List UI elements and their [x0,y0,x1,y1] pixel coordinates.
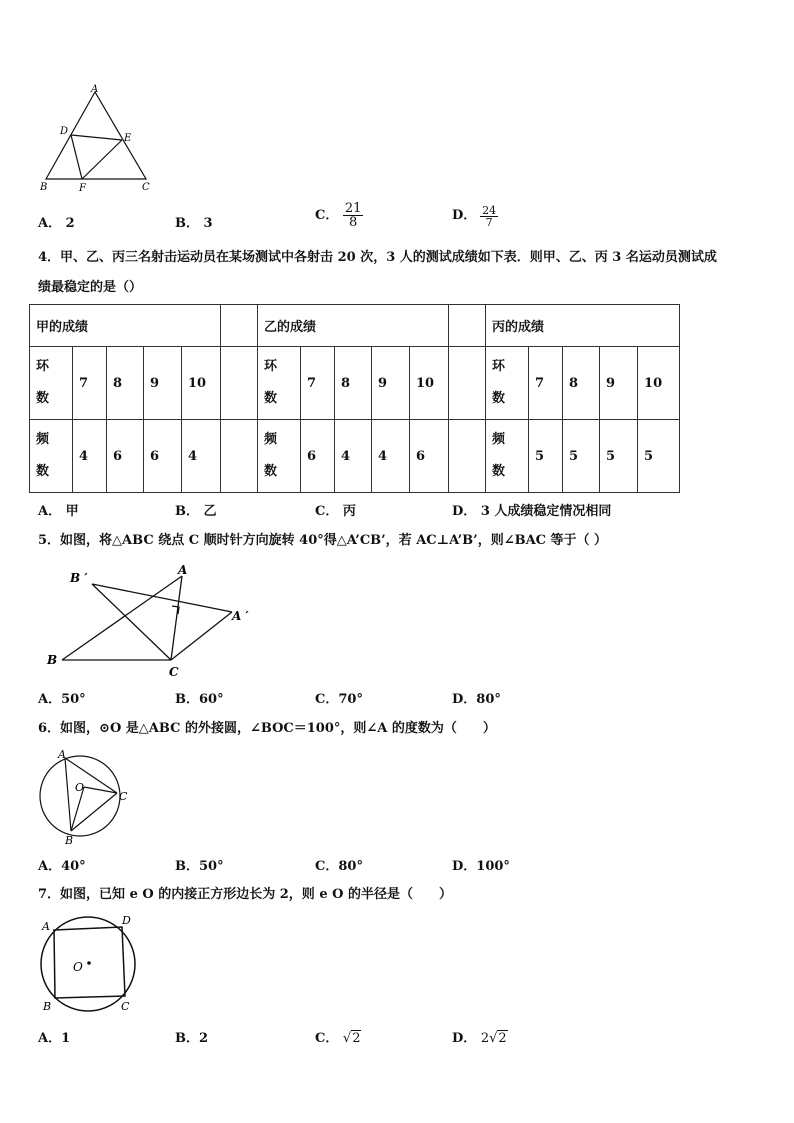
q4-score-table [29,304,680,493]
table-cell: 8 [107,347,144,420]
q6-stem: 6．如图，⊙O 是△ABC 的外接圆，∠BOC＝100°，则∠A 的度数为（ ） [38,721,496,736]
q7-option-b[interactable]: B．2 [175,1031,209,1046]
q3-label-f: F [79,183,86,194]
table-cell: 7 [73,347,107,420]
table-cell: 10 [410,347,449,420]
table-cell: 9 [600,347,638,420]
table-row-frequency [30,420,680,493]
table-cell: 8 [335,347,372,420]
q5-stem: 5．如图，将△ABC 绕点 C 顺时针方向旋转 40°得△A’CB’，若 AC⊥A’B’，则∠BAC 等于（ ） [38,533,608,548]
table-cell: 5 [563,420,600,493]
q7-label-c: C [121,1000,130,1013]
option-letter: C． [315,208,339,223]
table-cell: 7 [301,347,335,420]
q6-label-a: A [58,748,66,761]
q6-options [38,855,738,875]
group-title-bing: 丙的成绩 [486,305,680,347]
table-cell: 6 [410,420,449,493]
q5-option-b[interactable]: B．60° [175,692,224,707]
table-cell: 8 [563,347,600,420]
table-cell: 4 [182,420,221,493]
freq-label: 频 数 [486,420,529,493]
q5-rotation-figure [44,560,264,680]
q4-option-a[interactable]: A． 甲 [38,504,79,519]
option-value: 2 [65,216,75,231]
rings-label: 环 数 [258,347,301,420]
q5-option-c[interactable]: C．70° [315,692,363,707]
q7-option-d[interactable]: D． 2√2 [452,1031,507,1046]
q7-options [38,1027,738,1047]
option-value: 丙 [342,504,356,519]
q4-stem-line2: 绩最稳定的是（） [38,280,143,295]
option-value: 甲 [65,504,79,519]
q6-option-b[interactable]: B．50° [175,859,224,874]
q3-option-c[interactable] [315,202,363,229]
spacer-cell [221,305,258,347]
q3-option-a[interactable] [38,212,75,231]
q6-label-c: C [119,790,128,803]
spacer-cell [449,305,486,347]
sqrt-expression: √2 [342,1031,361,1046]
q3-label-a: A [91,84,99,95]
q5-label-b-prime: B ′ [70,571,88,585]
q3-triangle-figure [38,82,158,194]
q6-option-a[interactable]: A．40° [38,859,86,874]
table-cell: 9 [144,347,182,420]
spacer-cell [449,420,486,493]
q4-stem [38,243,758,303]
rings-label: 环 数 [30,347,73,420]
q3-option-b[interactable] [175,212,213,231]
q6-circle-figure [34,746,134,848]
spacer-cell [221,420,258,493]
q4-option-d[interactable]: D． 3 人成绩稳定情况相同 [452,504,612,519]
option-value: 2 [199,1031,209,1046]
q4-options [38,500,738,520]
table-cell: 6 [301,420,335,493]
freq-label: 频 数 [30,420,73,493]
q6-option-c[interactable]: C．80° [315,859,363,874]
q5-label-a-prime: A ′ [232,609,249,623]
table-cell: 6 [144,420,182,493]
option-value: 3 [203,216,213,231]
fraction-denominator: 8 [349,215,358,230]
q7-label-d: D [122,914,131,927]
option-value: 70° [338,692,363,707]
q7-stem: 7．如图，已知 e O 的内接正方形边长为 2，则 e O 的半径是（ ） [38,887,452,902]
table-cell: 10 [638,347,680,420]
option-letter: B． [175,216,199,231]
sqrt-coefficient: 2 [480,1031,490,1046]
q7-option-a[interactable]: A．1 [38,1031,71,1046]
q5-options [38,688,738,708]
fraction-numerator: 24 [482,203,497,217]
spacer-cell [449,347,486,420]
option-value: 40° [61,859,86,874]
option-letter: A． [38,216,62,231]
sqrt-radicand: 2 [352,1031,361,1046]
table-cell: 5 [529,420,563,493]
q7-label-b: B [43,1000,52,1013]
q5-label-a: A [178,563,188,577]
spacer-cell [221,347,258,420]
group-title-jia: 甲的成绩 [30,305,221,347]
option-value: 50° [199,859,224,874]
q6-option-d[interactable]: D．100° [452,859,510,874]
sqrt-expression: 2√2 [480,1031,507,1046]
q3-option-d[interactable] [452,204,498,228]
table-cell: 5 [600,420,638,493]
table-cell: 5 [638,420,680,493]
fraction [343,202,364,229]
fraction [480,205,498,228]
option-value: 60° [199,692,224,707]
q3-label-e: E [124,133,132,144]
option-value: 乙 [203,504,217,519]
q3-options [38,201,738,232]
q4-option-b[interactable]: B． 乙 [175,504,217,519]
q7-label-o: O [73,960,83,974]
freq-label: 频 数 [258,420,301,493]
option-value: 80° [338,859,363,874]
table-cell: 7 [529,347,563,420]
table-cell: 10 [182,347,221,420]
q3-label-c: C [142,182,150,193]
option-value: 3 人成绩稳定情况相同 [480,504,612,519]
q5-option-d[interactable]: D．80° [452,692,501,707]
option-value: 100° [476,859,510,874]
table-row-rings [30,347,680,420]
q6-label-o: O [75,781,85,794]
q6-label-b: B [65,834,74,847]
fraction-denominator: 7 [485,215,493,229]
q7-label-a: A [42,920,50,933]
q5-label-c: C [169,665,179,679]
table-cell: 4 [73,420,107,493]
table-header-row [30,305,680,347]
group-title-yi: 乙的成绩 [258,305,449,347]
q5-option-a[interactable]: A．50° [38,692,86,707]
q5-label-b: B [47,653,58,667]
q4-stem-line1: 4．甲、乙、丙三名射击运动员在某场测试中各射击 20 次，3 人的测试成绩如下表．则甲、乙、丙 3 名运动员测试成 [38,250,717,265]
table-cell: 9 [372,347,410,420]
table-cell: 4 [372,420,410,493]
rings-label: 环 数 [486,347,529,420]
table-cell: 6 [107,420,144,493]
table-cell: 4 [335,420,372,493]
q7-inscribed-square-figure [36,910,142,1016]
option-value: 1 [61,1031,71,1046]
q3-label-b: B [40,182,48,193]
fraction-numerator: 21 [344,201,362,216]
q4-option-c[interactable]: C． 丙 [315,504,356,519]
option-letter: D． [452,208,477,223]
option-value: 50° [61,692,86,707]
q3-label-d: D [60,126,69,137]
sqrt-radicand: 2 [498,1031,507,1046]
q7-option-c[interactable]: C． √2 [315,1031,361,1046]
option-value: 80° [476,692,501,707]
